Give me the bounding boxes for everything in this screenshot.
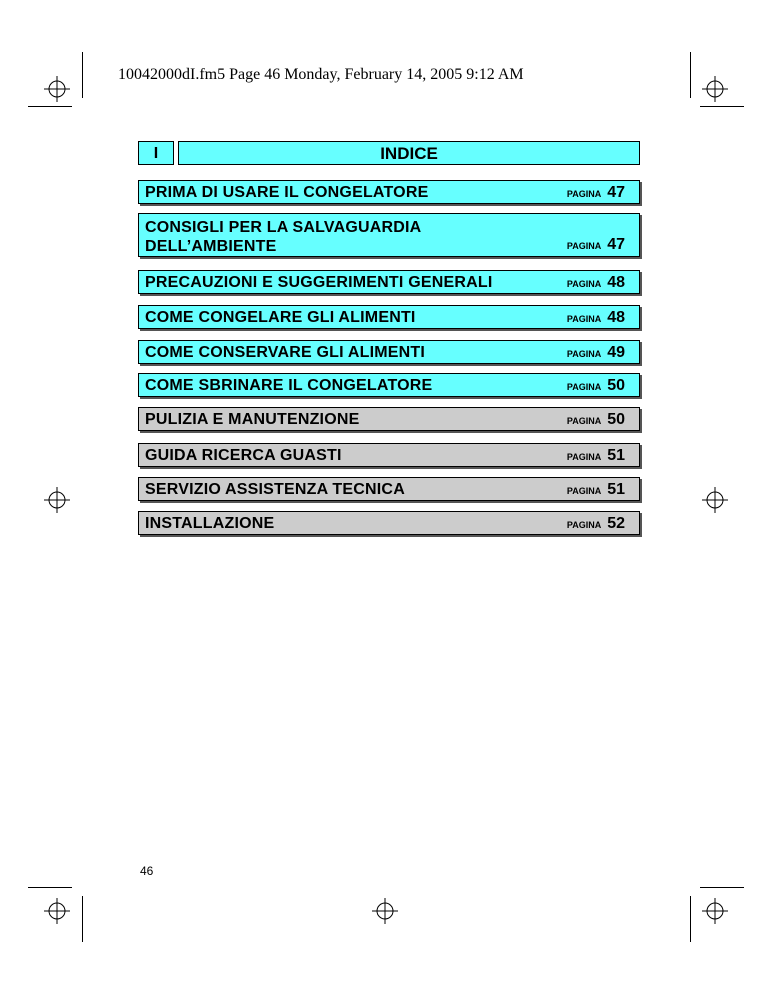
- toc-row-page: [567, 377, 625, 395]
- toc-row-title: COME CONGELARE GLI ALIMENTI: [145, 309, 416, 326]
- page-label: PAGINA: [566, 241, 602, 251]
- page-label: PAGINA: [566, 349, 602, 359]
- toc-row-page: [567, 411, 625, 429]
- page-number: 48: [607, 309, 625, 326]
- page-number: 50: [607, 377, 625, 394]
- toc-row[interactable]: [138, 373, 640, 397]
- toc-row-title: [145, 218, 421, 256]
- page-label: PAGINA: [566, 382, 602, 392]
- page-label: PAGINA: [566, 189, 602, 199]
- page-label: PAGINA: [566, 452, 602, 462]
- page-number: 49: [607, 344, 625, 361]
- toc-row-title: GUIDA RICERCA GUASTI: [145, 447, 342, 464]
- toc-row-page: [567, 274, 625, 292]
- page-number: 50: [607, 411, 625, 428]
- toc-row[interactable]: [138, 270, 640, 294]
- toc-row[interactable]: [138, 213, 640, 257]
- toc-row-title: PULIZIA E MANUTENZIONE: [145, 411, 360, 428]
- toc-row-title: SERVIZIO ASSISTENZA TECNICA: [145, 481, 405, 498]
- toc-row-page: [567, 447, 625, 465]
- toc-row-page: [567, 309, 625, 327]
- page-number: 52: [607, 515, 625, 532]
- page-label: PAGINA: [566, 314, 602, 324]
- toc-row-title: INSTALLAZIONE: [145, 515, 275, 532]
- toc-row-title-line1: CONSIGLI PER LA SALVAGUARDIA DELL’AMBIENTE: [145, 219, 422, 255]
- language-badge: [138, 141, 174, 165]
- language-label: I: [153, 145, 159, 162]
- registration-mark-icon: [44, 487, 70, 513]
- toc-row[interactable]: [138, 407, 640, 431]
- registration-mark-icon: [702, 76, 728, 102]
- index-title: INDICE: [380, 144, 438, 163]
- toc-row[interactable]: [138, 443, 640, 467]
- file-info-header: 10042000dI.fm5 Page 46 Monday, February 14, 2005 9:12 AM: [118, 66, 524, 83]
- registration-mark-icon: [44, 898, 70, 924]
- toc-row-page: [567, 236, 625, 254]
- page-number: 51: [607, 447, 625, 464]
- toc-row[interactable]: [138, 511, 640, 535]
- page-label: PAGINA: [566, 416, 602, 426]
- registration-mark-icon: [702, 898, 728, 924]
- toc-row[interactable]: [138, 477, 640, 501]
- registration-mark-icon: [44, 76, 70, 102]
- page-number: 47: [607, 184, 625, 201]
- page-number: 48: [607, 274, 625, 291]
- registration-mark-icon: [702, 487, 728, 513]
- registration-mark-icon: [372, 898, 398, 924]
- page-label: PAGINA: [566, 279, 602, 289]
- toc-row-page: [567, 184, 625, 202]
- toc-row-page: [567, 481, 625, 499]
- toc-row[interactable]: [138, 305, 640, 329]
- toc-row[interactable]: [138, 180, 640, 204]
- toc-row-page: [567, 515, 625, 533]
- toc-row-page: [567, 344, 625, 362]
- index-title-bar: [178, 141, 640, 165]
- page-label: PAGINA: [566, 486, 602, 496]
- toc-row-title: PRIMA DI USARE IL CONGELATORE: [145, 184, 429, 201]
- page-number: 51: [607, 481, 625, 498]
- page-number: 47: [607, 236, 625, 253]
- page-label: PAGINA: [566, 520, 602, 530]
- toc-row-title: PRECAUZIONI E SUGGERIMENTI GENERALI: [145, 274, 493, 291]
- footer-page-number: 46: [140, 864, 154, 878]
- toc-row-title: COME SBRINARE IL CONGELATORE: [145, 377, 433, 394]
- toc-row[interactable]: [138, 340, 640, 364]
- toc-row-title: COME CONSERVARE GLI ALIMENTI: [145, 344, 425, 361]
